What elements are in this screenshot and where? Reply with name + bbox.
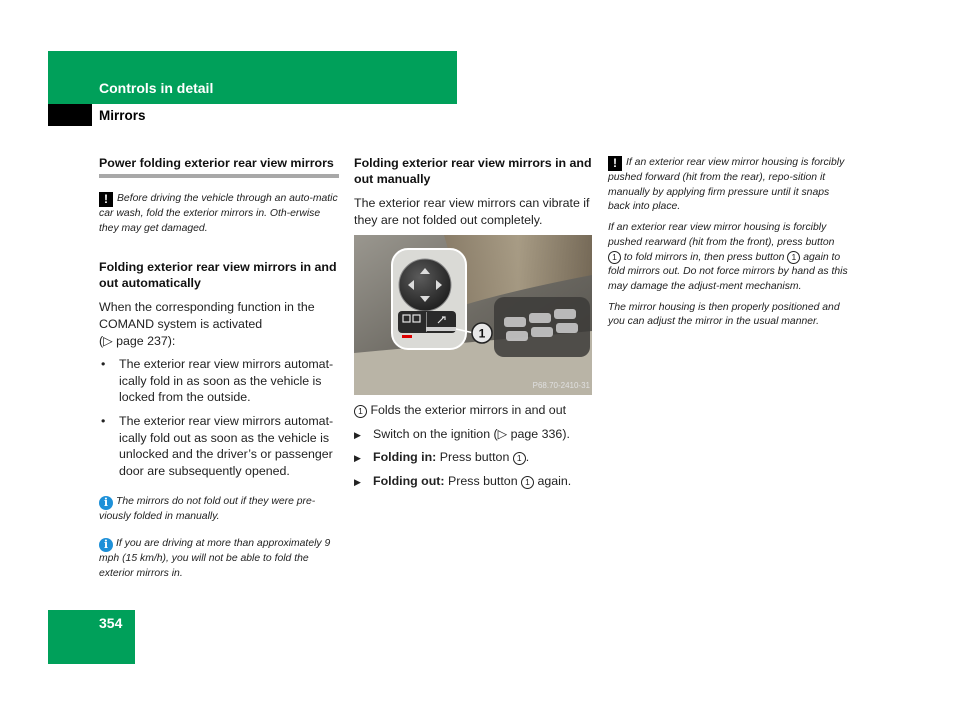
list-item: • The exterior rear view mirrors automat-ically fold in as soon as the vehicle is locked from the outside.: [99, 356, 339, 406]
number-1-icon: 1: [354, 405, 367, 418]
door-panel-illustration: [354, 235, 592, 395]
instruction-step: [354, 449, 594, 466]
number-1-icon: 1: [787, 251, 800, 264]
callout-number: 1: [478, 326, 486, 341]
instruction-step: [354, 473, 594, 490]
exclamation-icon: !: [99, 192, 113, 207]
number-1-icon: 1: [521, 476, 534, 489]
step-text: Press button: [439, 450, 510, 465]
warning-note: [99, 192, 339, 236]
subsection-title: Mirrors: [99, 108, 146, 123]
step-label: Folding out:: [373, 473, 445, 488]
heading-auto-folding: Folding exterior rear view mirrors in and out automatically: [99, 260, 337, 291]
image-code: P68.70-2410-31: [532, 380, 590, 390]
heading-rule: [99, 174, 339, 178]
step-label: Folding in:: [373, 450, 437, 465]
step-text: Press button: [448, 473, 518, 488]
note-text: to fold mirrors in, then press button: [623, 251, 785, 263]
info-note: [99, 537, 339, 581]
heading-manual-folding: Folding exterior rear view mirrors in and out manually: [354, 156, 592, 186]
page-reference: (▷ page 237):: [99, 333, 176, 348]
info-note-text: If you are driving at more than approximately 9 mph (15 km/h), you will not be able to fold the exterior mirrors in.: [99, 538, 331, 579]
info-note: [99, 495, 339, 525]
note-paragraph: The mirror housing is then properly positioned and you can adjust the mirror in the usual manner.: [608, 301, 840, 328]
list-item: • The exterior rear view mirrors automat-ically fold out as soon as the vehicle is unlocked and the driver’s or passenger door are subsequently opened.: [99, 413, 339, 479]
number-1-icon: 1: [608, 251, 621, 264]
step-suffix: again.: [534, 473, 572, 488]
mirror-switch-photo: [354, 235, 592, 395]
info-icon: i: [99, 538, 113, 552]
step-text: Switch on the ignition (▷ page 336).: [373, 426, 570, 441]
note-text: If an exterior rear view mirror housing is forcibly pushed rearward (hit from the front), press button: [608, 222, 835, 248]
info-note-text: The mirrors do not fold out if they were pre-viously folded in manually.: [99, 496, 316, 523]
number-1-icon: 1: [513, 452, 526, 465]
legend-item: [354, 402, 594, 419]
column-3: [608, 156, 850, 330]
info-icon: i: [99, 496, 113, 510]
instruction-step: [354, 426, 594, 443]
intro-sentence: When the corresponding function in the COMAND system is activated: [99, 300, 315, 331]
page-number: 354: [99, 615, 123, 631]
column-2: [354, 155, 594, 490]
step-suffix: .: [525, 450, 530, 465]
legend-text: Folds the exterior mirrors in and out: [370, 403, 567, 418]
warning-note: [608, 156, 850, 215]
bullet-list: [99, 356, 339, 479]
warning-note-text: If an exterior rear view mirror housing is forcibly pushed forward (hit from the rear), repo-sition it manually by applying firm pressure until it snaps back into place.: [608, 157, 845, 213]
note-text: again to fold mirrors out. Do not force mirrors by hand as this may damage the adjust-ment mechanism.: [608, 251, 848, 292]
exclamation-icon: !: [608, 156, 622, 171]
intro-text: [99, 299, 339, 349]
column-1: [99, 155, 339, 581]
heading-power-folding: Power folding exterior rear view mirrors: [99, 156, 334, 170]
warning-note-text: Before driving the vehicle through an auto-matic car wash, fold the exterior mirrors in. Oth-erwise they may get damaged.: [99, 193, 338, 234]
header-band: [48, 51, 457, 104]
note-paragraph: [608, 221, 850, 295]
section-title: Controls in detail: [99, 80, 214, 96]
intro-text: The exterior rear view mirrors can vibrate if they are not folded out completely.: [354, 196, 590, 227]
section-tab-marker: [48, 104, 92, 126]
